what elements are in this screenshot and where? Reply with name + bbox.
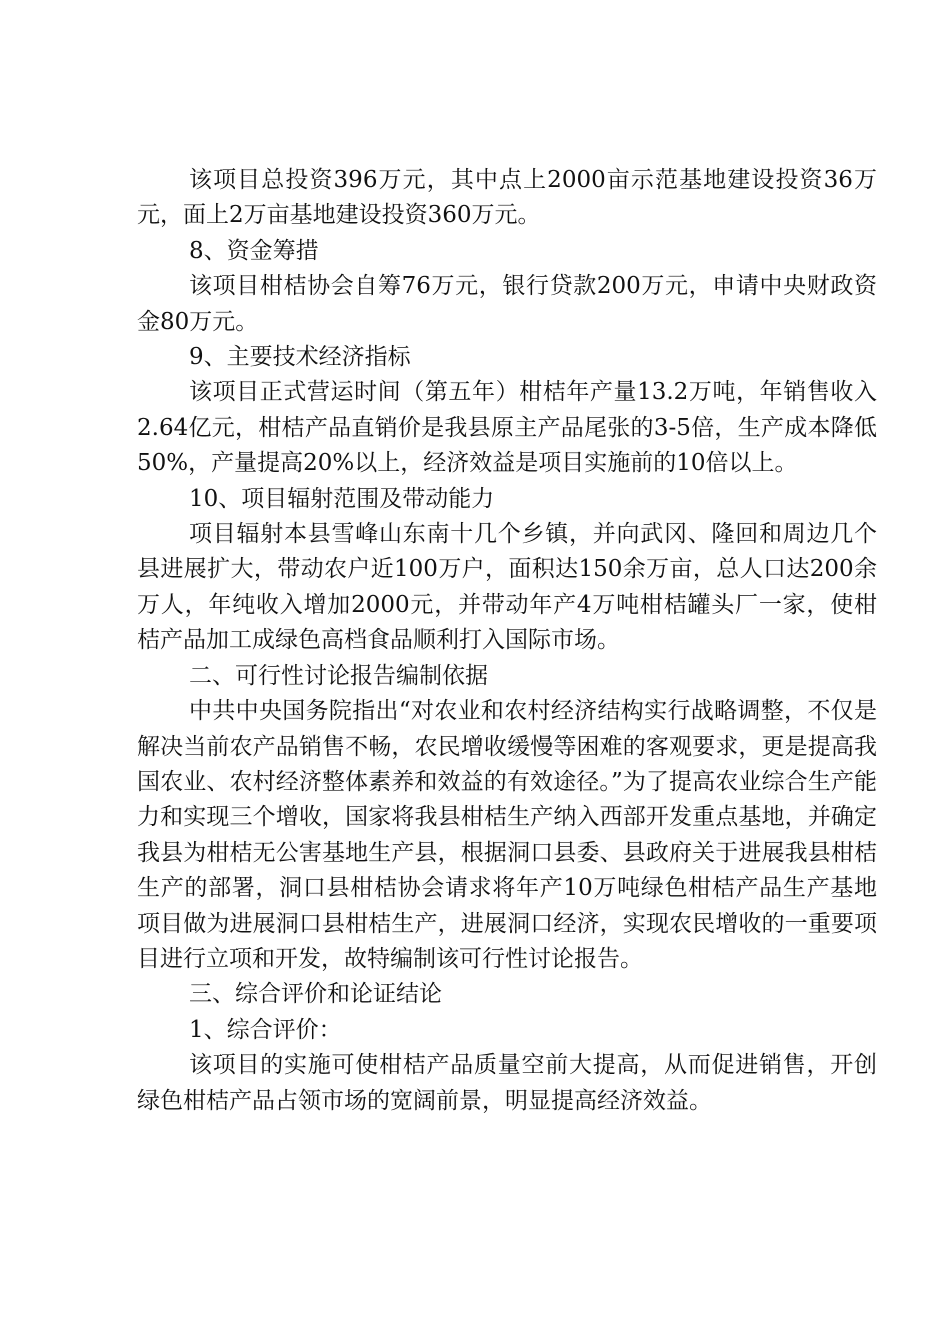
paragraph-radiation-scope: 项目辐射本县雪峰山东南十几个乡镇，并向武冈、隆回和周边几个县进展扩大，带动农户近100万户，面积达150余万亩，总人口达200余万人，年纯收入增加2000元，并带动年产4万吨柑桔罐头厂一家，使柑桔产品加工成绿色高档食品顺利打入国际市场。: [137, 521, 877, 654]
heading-comprehensive-evaluation: 1、综合评价：: [189, 1016, 342, 1043]
heading-fund-raising: 8、资金筹措: [189, 237, 319, 264]
document-body: [137, 163, 877, 1119]
paragraph-technical-economic-indicators: 该项目正式营运时间（第五年）柑桔年产量13.2万吨，年销售收入2.64亿元，柑桔产品直销价是我县原主产品尾张的3-5倍，生产成本降低50%，产量提高20%以上，经济效益是项目实施前的10倍以上。: [137, 379, 877, 477]
heading-evaluation-conclusion: 三、综合评价和论证结论: [189, 981, 442, 1008]
heading-radiation-scope: 10、项目辐射范围及带动能力: [189, 485, 495, 512]
paragraph-total-investment: 该项目总投资396万元，其中点上2000亩示范基地建设投资36万元，面上2万亩基地建设投资360万元。: [137, 167, 877, 229]
heading-compilation-basis: 二、可行性讨论报告编制依据: [189, 662, 488, 689]
heading-technical-economic-indicators: 9、主要技术经济指标: [189, 344, 411, 371]
paragraph-fund-raising: 该项目柑桔协会自筹76万元，银行贷款200万元，申请中央财政资金80万元。: [137, 273, 877, 335]
paragraph-compilation-basis: 中共中央国务院指出“对农业和农村经济结构实行战略调整，不仅是解决当前农产品销售不畅，农民增收缓慢等困难的客观要求，更是提高我国农业、农村经济整体素养和效益的有效途径。”为了提高农业综合生产能力和实现三个增收，国家将我县柑桔生产纳入西部开发重点基地，并确定我县为柑桔无公害基地生产县，根据洞口县委、县政府关于进展我县柑桔生产的部署，洞口县柑桔协会请求将年产10万吨绿色柑桔产品生产基地项目做为进展洞口县柑桔生产，进展洞口经济，实现农民增收的一重要项目进行立项和开发，故特编制该可行性讨论报告。: [137, 698, 877, 972]
paragraph-comprehensive-evaluation: 该项目的实施可使柑桔产品质量空前大提高，从而促进销售，开创绿色柑桔产品占领市场的宽阔前景，明显提高经济效益。: [137, 1052, 877, 1114]
